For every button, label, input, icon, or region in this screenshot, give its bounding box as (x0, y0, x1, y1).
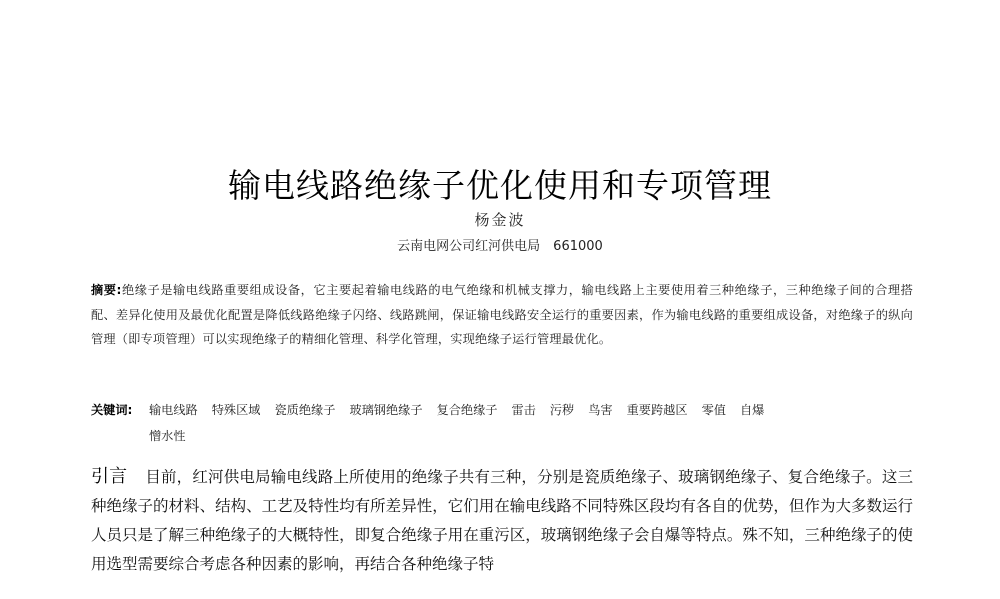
keywords-row-2 (91, 423, 913, 449)
abstract-label: 摘要: (91, 283, 122, 297)
keyword-item: 复合绝缘子 (436, 403, 498, 417)
keyword-item: 憎水性 (149, 429, 186, 443)
keyword-item: 特殊区域 (211, 403, 261, 417)
page-title: 输电线路绝缘子优化使用和专项管理 (228, 166, 772, 205)
abstract-text: 绝缘子是输电线路重要组成设备，它主要起着输电线路的电气绝缘和机械支撑力，输电线路上主要使用着三种绝缘子，三种绝缘子间的合理搭配、差异化使用及最优化配置是降低线路绝缘子闪络、线路跳闸，保证输电线路安全运行的重要因素，作为输电线路的重要组成设备，对绝缘子的纵向管理（即专项管理）可以实现绝缘子的精细化管理、科学化管理，实现绝缘子运行管理最优化。 (91, 283, 913, 346)
keyword-item: 鸟害 (588, 403, 613, 417)
intro-text: 目前，红河供电局输电线路上所使用的绝缘子共有三种，分别是瓷质绝缘子、玻璃钢绝缘子、复合绝缘子。这三种绝缘子的材料、结构、工艺及特性均有所差异性，它们用在输电线路不同特殊区段均有各自的优势，但作为大多数运行人员只是了解三种绝缘子的大概特性，即复合绝缘子用在重污区，玻璃钢绝缘子会自爆等特点。殊不知，三种绝缘子的使用选型需要综合考虑各种因素的影响，再结合各种绝缘子特 (91, 468, 913, 573)
intro-label: 引言 (91, 466, 128, 487)
keyword-item: 瓷质绝缘子 (274, 403, 336, 417)
abstract-section (91, 278, 913, 352)
keywords-section (91, 397, 913, 449)
keyword-item: 自爆 (739, 403, 765, 417)
keywords-row-1 (91, 397, 913, 423)
author-name: 杨金波 (474, 211, 526, 229)
keyword-item: 雷击 (511, 403, 536, 417)
keywords-label: 关键词: (91, 403, 133, 417)
keyword-item: 玻璃钢绝缘子 (349, 403, 423, 417)
introduction-paragraph (91, 462, 913, 579)
keyword-item: 重要跨越区 (626, 403, 688, 417)
keyword-item: 零值 (701, 403, 726, 417)
keyword-item: 输电线路 (149, 403, 198, 417)
keyword-item: 污秽 (549, 403, 575, 417)
author-affiliation: 云南电网公司红河供电局 661000 (397, 239, 603, 254)
